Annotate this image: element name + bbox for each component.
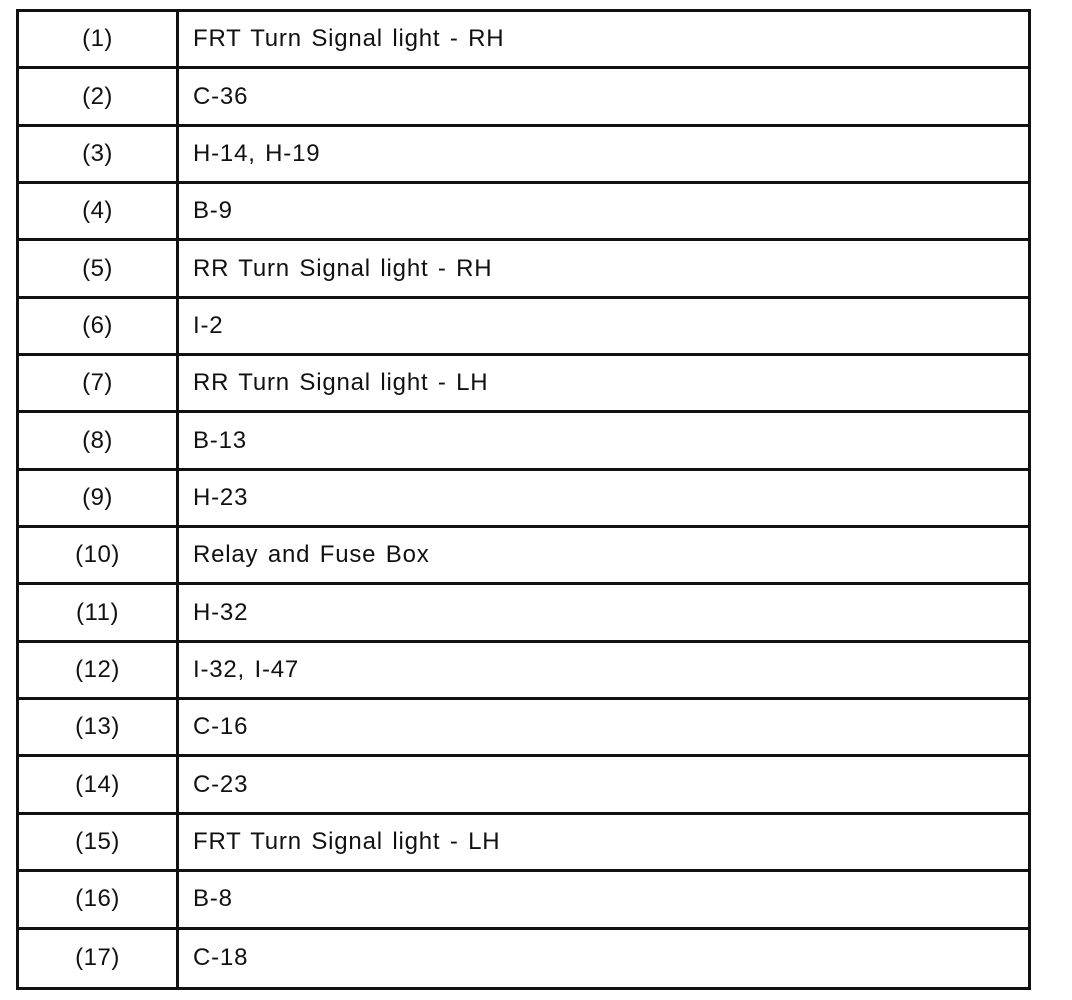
row-number: (4)	[19, 184, 179, 238]
table-row	[19, 585, 1028, 642]
row-number: (17)	[19, 930, 179, 987]
row-description: H-23	[193, 483, 249, 511]
row-description: FRT Turn Signal light - RH	[193, 25, 505, 53]
row-description: H-32	[193, 598, 249, 626]
row-number: (7)	[19, 356, 179, 410]
row-description: FRT Turn Signal light - LH	[193, 827, 501, 855]
row-number: (12)	[19, 643, 179, 697]
row-description: C-36	[193, 82, 249, 110]
table-row	[19, 757, 1028, 814]
row-number: (13)	[19, 700, 179, 754]
table-row	[19, 930, 1028, 987]
row-number: (6)	[19, 299, 179, 353]
component-legend-table	[16, 9, 1031, 990]
table-row	[19, 356, 1028, 413]
row-description: C-16	[193, 713, 249, 741]
row-description: Relay and Fuse Box	[193, 541, 430, 569]
row-description: I-32, I-47	[193, 655, 300, 683]
table-row	[19, 471, 1028, 528]
row-description: RR Turn Signal light - RH	[193, 254, 493, 282]
row-description: RR Turn Signal light - LH	[193, 369, 489, 397]
row-number: (9)	[19, 471, 179, 525]
table-row	[19, 299, 1028, 356]
row-description: C-23	[193, 770, 249, 798]
row-description: B-9	[193, 197, 233, 225]
row-number: (3)	[19, 127, 179, 181]
table-row	[19, 12, 1028, 69]
row-description: C-18	[193, 944, 249, 972]
row-description: I-2	[193, 311, 224, 339]
row-number: (8)	[19, 413, 179, 467]
row-description: B-8	[193, 885, 233, 913]
row-number: (10)	[19, 528, 179, 582]
table-row	[19, 872, 1028, 929]
table-row	[19, 413, 1028, 470]
table-row	[19, 815, 1028, 872]
table-row	[19, 643, 1028, 700]
table-row	[19, 127, 1028, 184]
row-number: (16)	[19, 872, 179, 926]
row-description: H-14, H-19	[193, 139, 321, 167]
row-number: (15)	[19, 815, 179, 869]
table-row	[19, 700, 1028, 757]
table-row	[19, 241, 1028, 298]
row-number: (14)	[19, 757, 179, 811]
table-row	[19, 69, 1028, 126]
table-row	[19, 184, 1028, 241]
table-row	[19, 528, 1028, 585]
row-number: (11)	[19, 585, 179, 639]
row-number: (5)	[19, 241, 179, 295]
row-number: (2)	[19, 69, 179, 123]
row-description: B-13	[193, 426, 247, 454]
row-number: (1)	[19, 12, 179, 66]
